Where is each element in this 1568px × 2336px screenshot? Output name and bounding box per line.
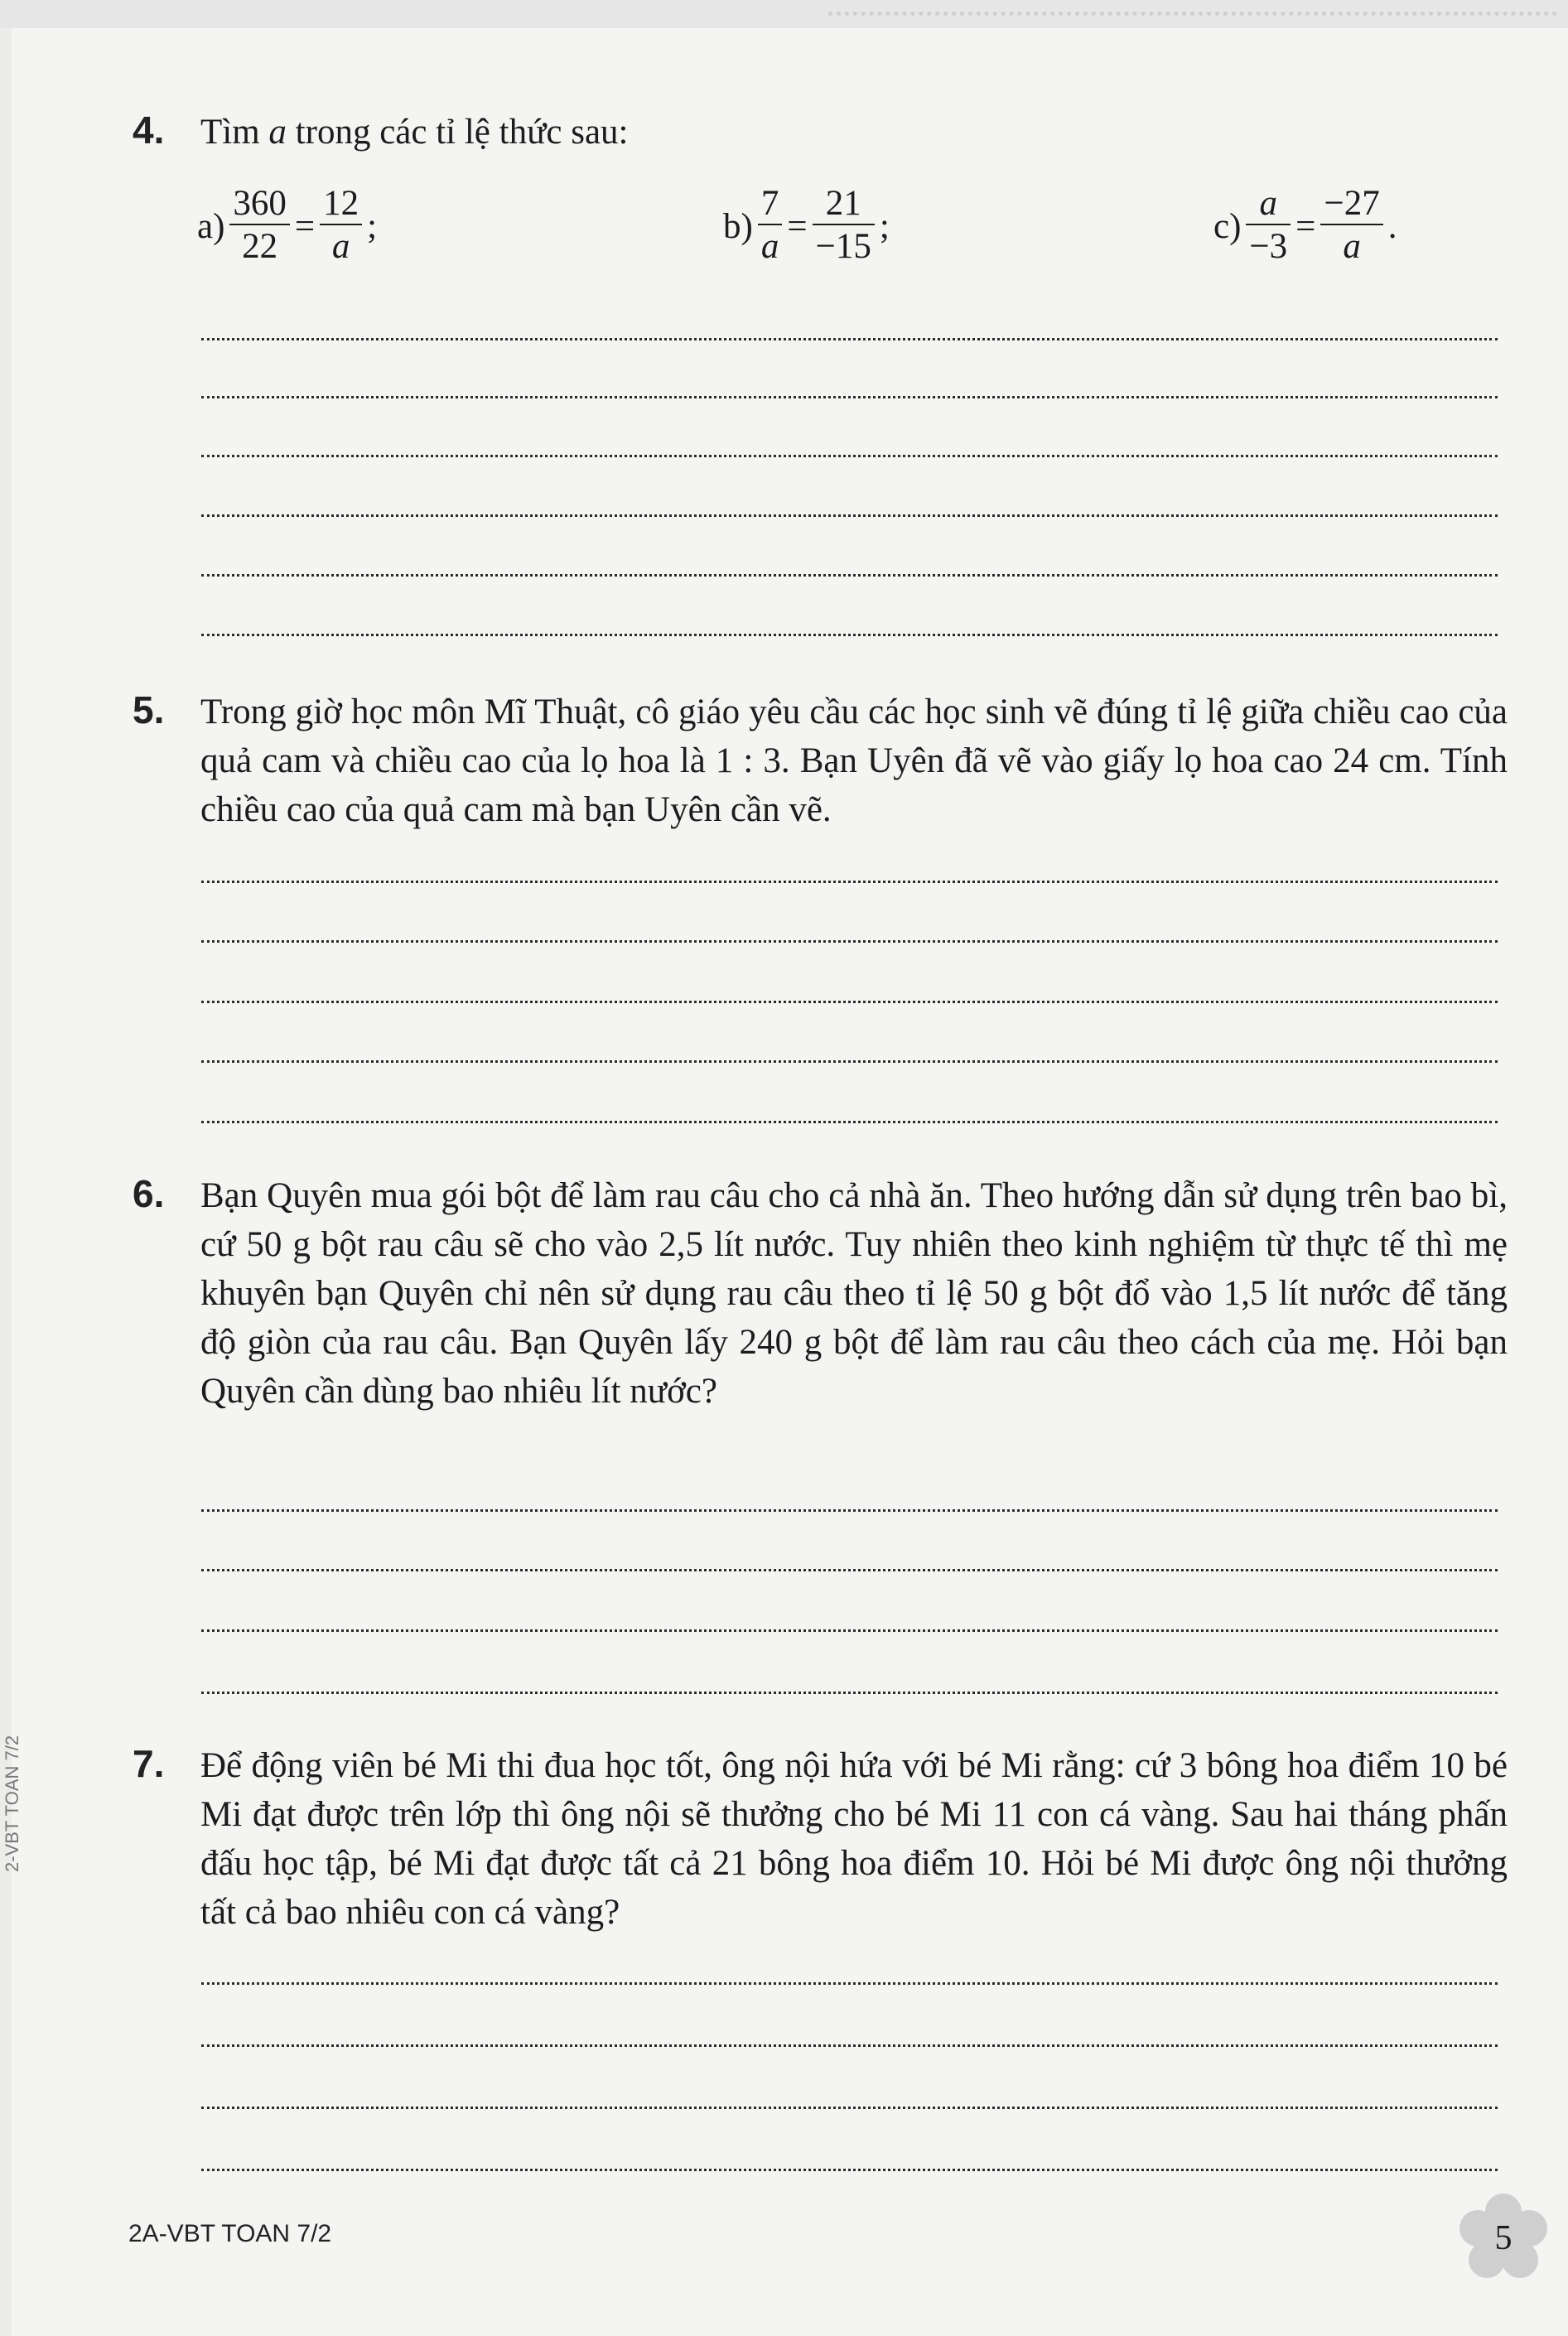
problem-4 (133, 108, 1508, 157)
problem-4-part-c (1213, 184, 1397, 268)
problem-number: 5. (133, 688, 165, 731)
page-left-edge (0, 28, 12, 2336)
equals-sign: = (1295, 206, 1316, 246)
problem-6 (133, 1171, 1508, 1416)
problem-number: 4. (133, 109, 165, 152)
problem-5 (133, 688, 1508, 834)
fraction-left: $\frac{a}{-3}$ (1246, 184, 1291, 268)
problem-number: 7. (133, 1742, 165, 1785)
footer-label: 2A-VBT TOAN 7/2 (128, 2220, 332, 2247)
part-label: c) (1213, 206, 1242, 246)
top-dotted-rule (828, 12, 1557, 16)
part-end: ; (367, 206, 378, 246)
fraction-left: $\frac{7}{a}$ (758, 184, 783, 268)
equals-sign: = (294, 206, 316, 246)
problem-number: 6. (133, 1172, 165, 1215)
fraction-right: $\frac{12}{a}$ (320, 184, 362, 268)
problem-4-part-b (723, 184, 890, 268)
problem-4-text: Tìm a trong các tỉ lệ thức sau: (200, 113, 629, 152)
problem-6-text: Bạn Quyên mua gói bột để làm rau câu cho cả nhà ăn. Theo hướng dẫn sử dụng trên bao bì, cứ 50 g bột rau câu sẽ cho vào 2,5 lít nước. Tuy nhiên theo kinh nghiệm từ thực tế thì mẹ khuyên bạn Quyên chỉ nên sử dụng rau câu theo tỉ lệ 50 g bột đổ vào 1,5 lít nước để tăng độ giòn của rau câu. Bạn Quyên lấy 240 g bột để làm rau câu theo cách của mẹ. Hỏi bạn Quyên cần dùng bao nhiêu lít nước? (200, 1176, 1508, 1411)
equals-sign: = (787, 206, 808, 246)
binding-text: 2-VBT TOAN 7/2 (2, 1735, 22, 1872)
problem-7 (133, 1741, 1508, 1937)
part-label: b) (723, 206, 753, 246)
problem-5-text: Trong giờ học môn Mĩ Thuật, cô giáo yêu cầu các học sinh vẽ đúng tỉ lệ giữa chiều cao của quả cam và chiều cao của lọ hoa là 1 : 3. Bạn Uyên đã vẽ vào giấy lọ hoa cao 24 cm. Tính chiều cao của quả cam mà bạn Uyên cần vẽ. (200, 693, 1508, 829)
variable-a: a (268, 113, 287, 152)
fraction-left: $\frac{360}{22}$ (229, 184, 290, 268)
fraction-right: $\frac{-27}{a}$ (1320, 184, 1382, 268)
problem-7-text: Để động viên bé Mi thi đua học tốt, ông nội hứa với bé Mi rằng: cứ 3 bông hoa điểm 10 bé Mi đạt được trên lớp thì ông nội sẽ thưởng cho bé Mi 11 con cá vàng. Sau hai tháng phấn đấu học tập, bé Mi đạt được tất cả 21 bông hoa điểm 10. Hỏi bé Mi được ông nội thưởng tất cả bao nhiêu con cá vàng? (200, 1746, 1508, 1932)
problem-4-part-a (197, 184, 377, 268)
fraction-right: $\frac{21}{-15}$ (813, 184, 875, 268)
part-label: a) (197, 206, 225, 246)
page-number: 5 (1494, 2219, 1513, 2257)
part-end: ; (879, 206, 890, 246)
part-end: . (1387, 206, 1397, 246)
